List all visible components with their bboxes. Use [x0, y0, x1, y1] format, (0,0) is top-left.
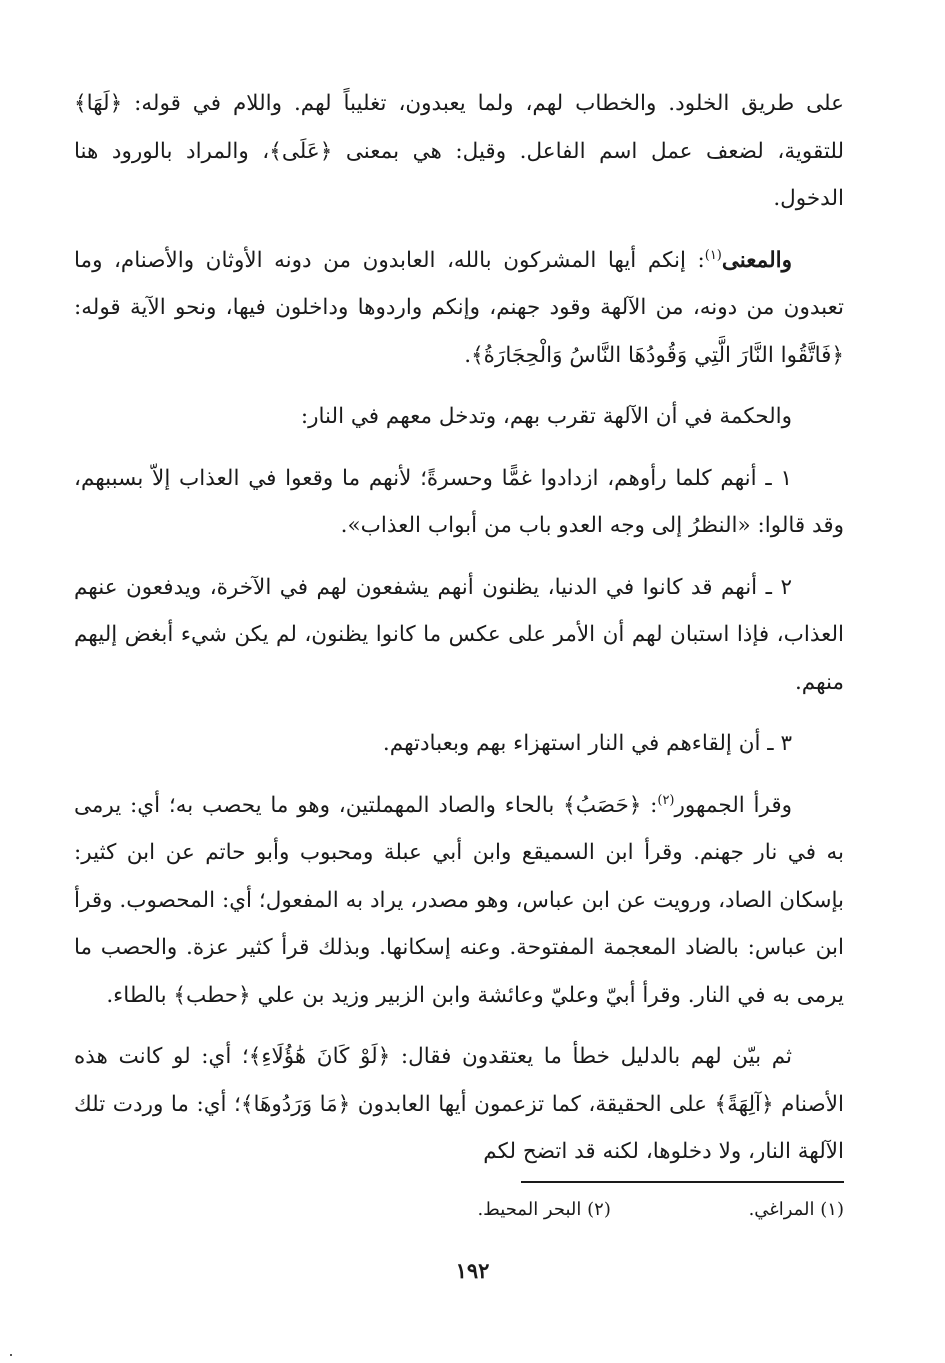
footnote-1: (١) المراغي.: [748, 1199, 844, 1220]
paragraph-4-text: ١ ـ أنهم كلما رأوهم، ازدادوا غمًّا وحسرةً؛ لأنهم ما وقعوا في العذاب إلاّ بسببهم، وقد قالوا: «النظرُ إلى وجه العدو باب من أبواب العذاب».: [74, 465, 844, 538]
paragraph-3: [74, 393, 844, 441]
footnote-divider: [521, 1181, 844, 1183]
footnote-ref-1: (١): [704, 247, 722, 263]
paragraph-4: [74, 455, 844, 550]
paragraph-7-lead: وقرأ الجمهور: [674, 792, 792, 818]
paragraph-5-text: ٢ ـ أنهم قد كانوا في الدنيا، يظنون أنهم يشفعون لهم في الآخرة، ويدفعون عنهم العذاب، فإذا استبان لهم أن الأمر على عكس ما كانوا يظنون، لم يكن شيء أبغض إليهم منهم.: [74, 574, 844, 695]
paragraph-7-text: : ﴿حَصَبُ﴾ بالحاء والصاد المهملتين، وهو ما يحصب به؛ أي: يرمى به في نار جهنم. وقرأ ابن السميقع وابن أبي عبلة ومحبوب وأبو حاتم عن ابن كثير: بإسكان الصاد، ورويت عن ابن عباس، وهو مصدر، يراد به المفعول؛ أي: المحصوب. وقرأ ابن عباس: بالضاد المعجمة المفتوحة. وعنه إسكانها. وبذلك قرأ كثير عزة. والحصب ما يرمى به في النار. وقرأ أبيّ وعليّ وعائشة وابن الزبير وزيد بن علي ﴿حطب﴾ بالطاء.: [74, 792, 844, 1008]
footnote-ref-2: (٢): [657, 792, 675, 808]
paragraph-2-lead: والمعنى: [721, 247, 792, 273]
page-number: ١٩٢: [455, 1258, 490, 1283]
paragraph-2: [74, 237, 844, 380]
paragraph-3-text: والحكمة في أن الآلهة تقرب بهم، وتدخل معهم في النار:: [300, 404, 792, 429]
paragraph-7: [74, 782, 844, 1020]
paragraph-8-text: ثم بيّن لهم بالدليل خطأ ما يعتقدون فقال: ﴿لَوْ كَانَ هَٰؤُلَاءِ﴾؛ أي: لو كانت هذه الأصنام ﴿آلِهَةً﴾ على الحقيقة، كما تزعمون أيها العابدون ﴿مَا وَرَدُوهَا﴾؛ أي: ما وردت تلك الآلهة النار، ولا دخلوها، لكنه قد اتضح لكم: [74, 1044, 844, 1164]
paragraph-1: [74, 80, 844, 223]
paragraph-2-text: : إنكم أيها المشركون بالله، العابدون من دونه الأوثان والأصنام، وما تعبدون من دونه، من الآلهة وقود جهنم، وإنكم واردوها وداخلون فيها، ونحو الآية قوله: ﴿فَاتَّقُوا النَّارَ الَّتِي وَقُودُهَا النَّاسُ وَالْحِجَارَةُ﴾.: [74, 247, 844, 368]
paragraph-6: [74, 720, 844, 768]
paragraph-5: [74, 564, 844, 707]
footnotes: [104, 1195, 844, 1225]
paragraph-1-text: على طريق الخلود. والخطاب لهم، ولما يعبدون، تغليباً لهم. واللام في قوله: ﴿لَهَا﴾ للتقوية، لضعف عمل اسم الفاعل. وقيل: هي بمعنى ﴿عَلَى﴾، والمراد بالورود هنا الدخول.: [74, 91, 844, 211]
page-body: [74, 80, 844, 1190]
paragraph-8: [74, 1033, 844, 1176]
scan-speck: [10, 1354, 12, 1356]
paragraph-6-text: ٣ ـ أن إلقاءهم في النار استهزاء بهم وبعبادتهم.: [382, 731, 792, 756]
footnote-2: (٢) البحر المحيط.: [477, 1199, 611, 1220]
